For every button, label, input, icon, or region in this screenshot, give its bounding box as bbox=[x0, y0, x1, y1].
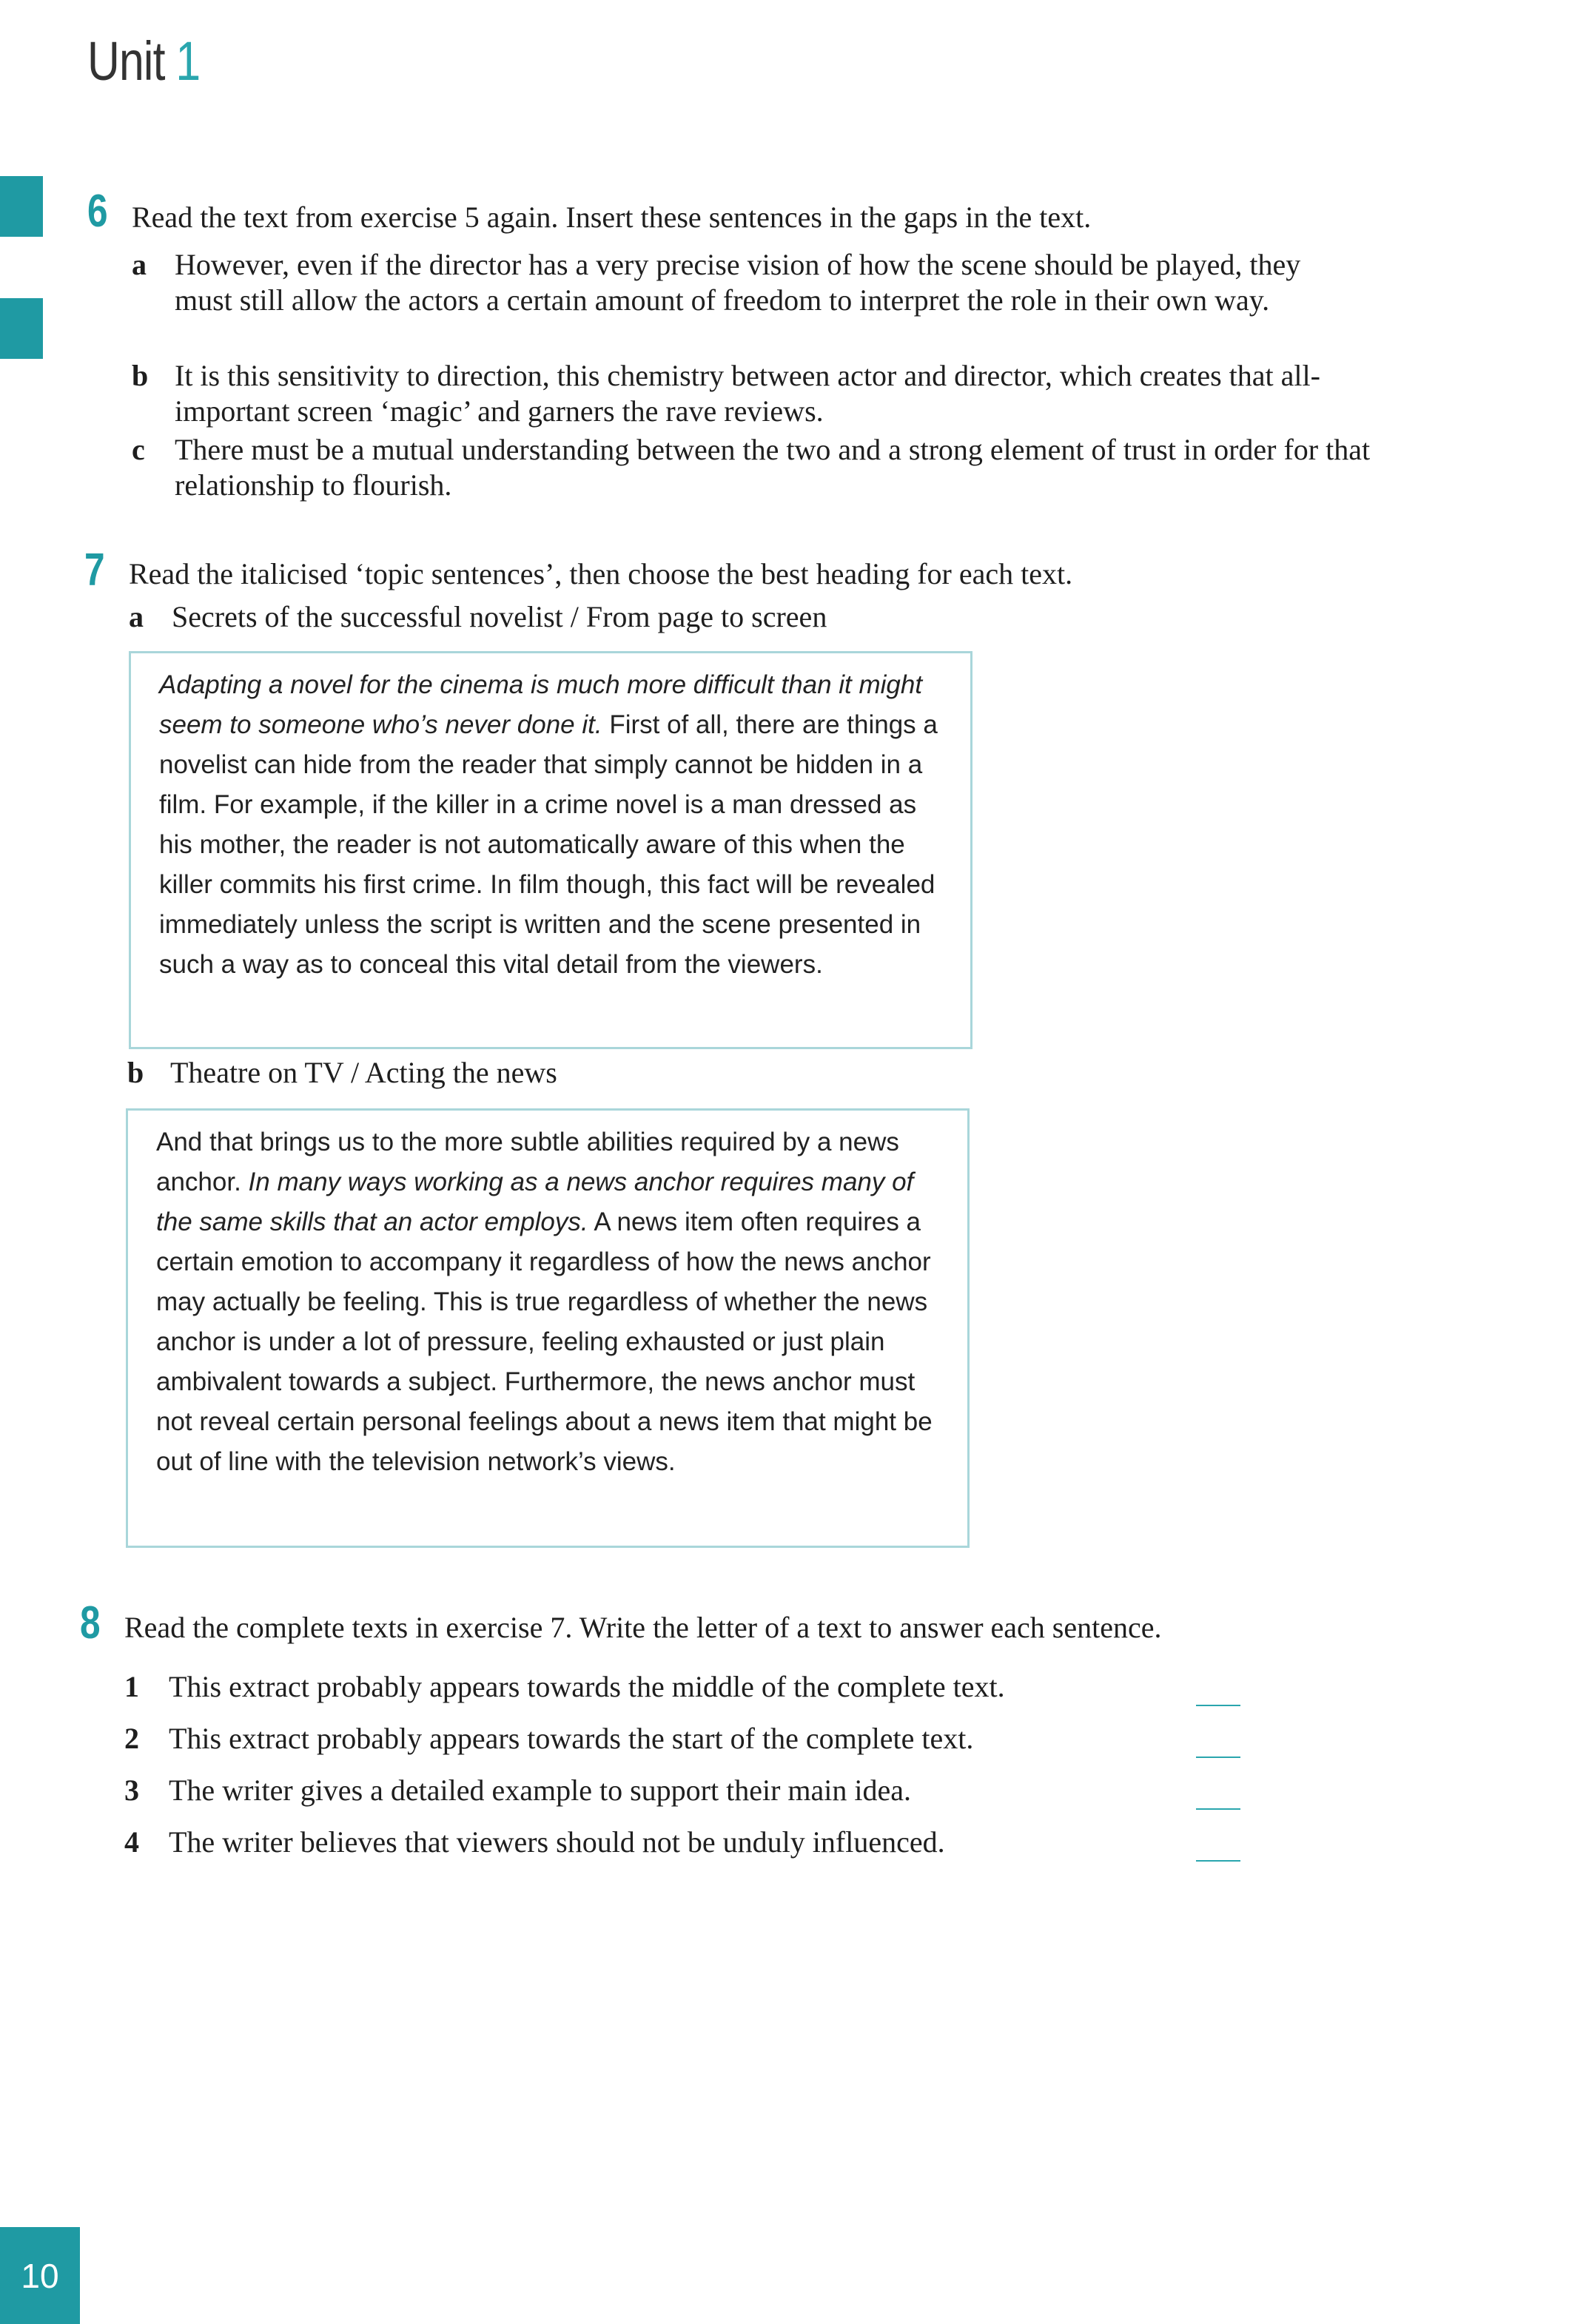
item-letter: b bbox=[132, 359, 149, 392]
exercise-7-number: 7 bbox=[84, 545, 105, 596]
item-letter: c bbox=[132, 433, 145, 466]
text-b-box bbox=[126, 1108, 970, 1548]
text-a-box bbox=[129, 651, 972, 1049]
text-b-body: A news item often requires a certain emotion to accompany it regardless of how the news anchor may actually be feeling. This is true regardless of whether the news anchor is under a lot of pressure, feeling exhausted or just plain ambivalent towards a subject. Furthermore, the news anchor must not reveal certain personal feelings about a news item that might be out of line with the television network’s views. bbox=[156, 1208, 933, 1476]
question-text: This extract probably appears towards the start of the complete text. bbox=[169, 1722, 974, 1755]
exercise-6-instruction: Read the text from exercise 5 again. Insert these sentences in the gaps in the text. bbox=[132, 201, 1092, 234]
unit-number: 1 bbox=[175, 30, 201, 92]
exercise-8-instruction: Read the complete texts in exercise 7. Write the letter of a text to answer each sentence. bbox=[124, 1611, 1162, 1644]
unit-title bbox=[87, 30, 200, 92]
heading-letter: b bbox=[127, 1056, 144, 1089]
side-tab-marker bbox=[0, 176, 43, 237]
answer-blank-4[interactable] bbox=[1196, 1860, 1240, 1862]
unit-label: Unit bbox=[87, 30, 165, 92]
item-letter: a bbox=[132, 248, 147, 281]
answer-blank-2[interactable] bbox=[1196, 1757, 1240, 1758]
heading-letter: a bbox=[129, 600, 144, 633]
answer-blank-1[interactable] bbox=[1196, 1705, 1240, 1706]
text-a-topic-sentence: Adapting a novel for the cinema is much more difficult than it might seem to someone who’s never done it. bbox=[159, 670, 923, 739]
exercise-8-number: 8 bbox=[80, 1597, 101, 1648]
text-a-heading: Secrets of the successful novelist / From page to screen bbox=[172, 600, 827, 633]
question-number: 2 bbox=[124, 1722, 139, 1755]
exercise-6-number: 6 bbox=[87, 186, 108, 237]
question-text: The writer gives a detailed example to support their main idea. bbox=[169, 1774, 911, 1807]
text-b-heading: Theatre on TV / Acting the news bbox=[170, 1056, 557, 1089]
text-b-topic-sentence: In many ways working as a news anchor requires many of the same skills that an actor employs. bbox=[156, 1168, 914, 1236]
page-number: 10 bbox=[0, 2227, 80, 2324]
exercise-7-instruction: Read the italicised ‘topic sentences’, then choose the best heading for each text. bbox=[129, 557, 1073, 590]
question-number: 3 bbox=[124, 1774, 139, 1807]
text-b-lead-in: And that brings us to the more subtle abilities required by a news anchor. bbox=[156, 1128, 899, 1196]
question-text: The writer believes that viewers should not be unduly influenced. bbox=[169, 1825, 945, 1859]
question-number: 4 bbox=[124, 1825, 139, 1859]
item-text: However, even if the director has a very precise vision of how the scene should be played, they must still allow the actors a certain amount of freedom to interpret the role in their own way. bbox=[175, 248, 1301, 317]
text-a-body: First of all, there are things a novelist can hide from the reader that simply cannot be hidden in a film. For example, if the killer in a crime novel is a man dressed as his mother, the reader is not automatically aware of this when the killer commits his first crime. In film though, this fact will be revealed immediately unless the script is written and the scene presented in such a way as to conceal this vital detail from the viewers. bbox=[159, 710, 938, 979]
answer-blank-3[interactable] bbox=[1196, 1808, 1240, 1810]
side-tab-marker bbox=[0, 298, 43, 359]
question-number: 1 bbox=[124, 1670, 139, 1703]
item-text: There must be a mutual understanding between the two and a strong element of trust in order for that relationship to flourish. bbox=[175, 433, 1371, 502]
question-text: This extract probably appears towards the middle of the complete text. bbox=[169, 1670, 1005, 1703]
item-text: It is this sensitivity to direction, this chemistry between actor and director, which creates that all-important screen ‘magic’ and garners the rave reviews. bbox=[175, 359, 1320, 428]
